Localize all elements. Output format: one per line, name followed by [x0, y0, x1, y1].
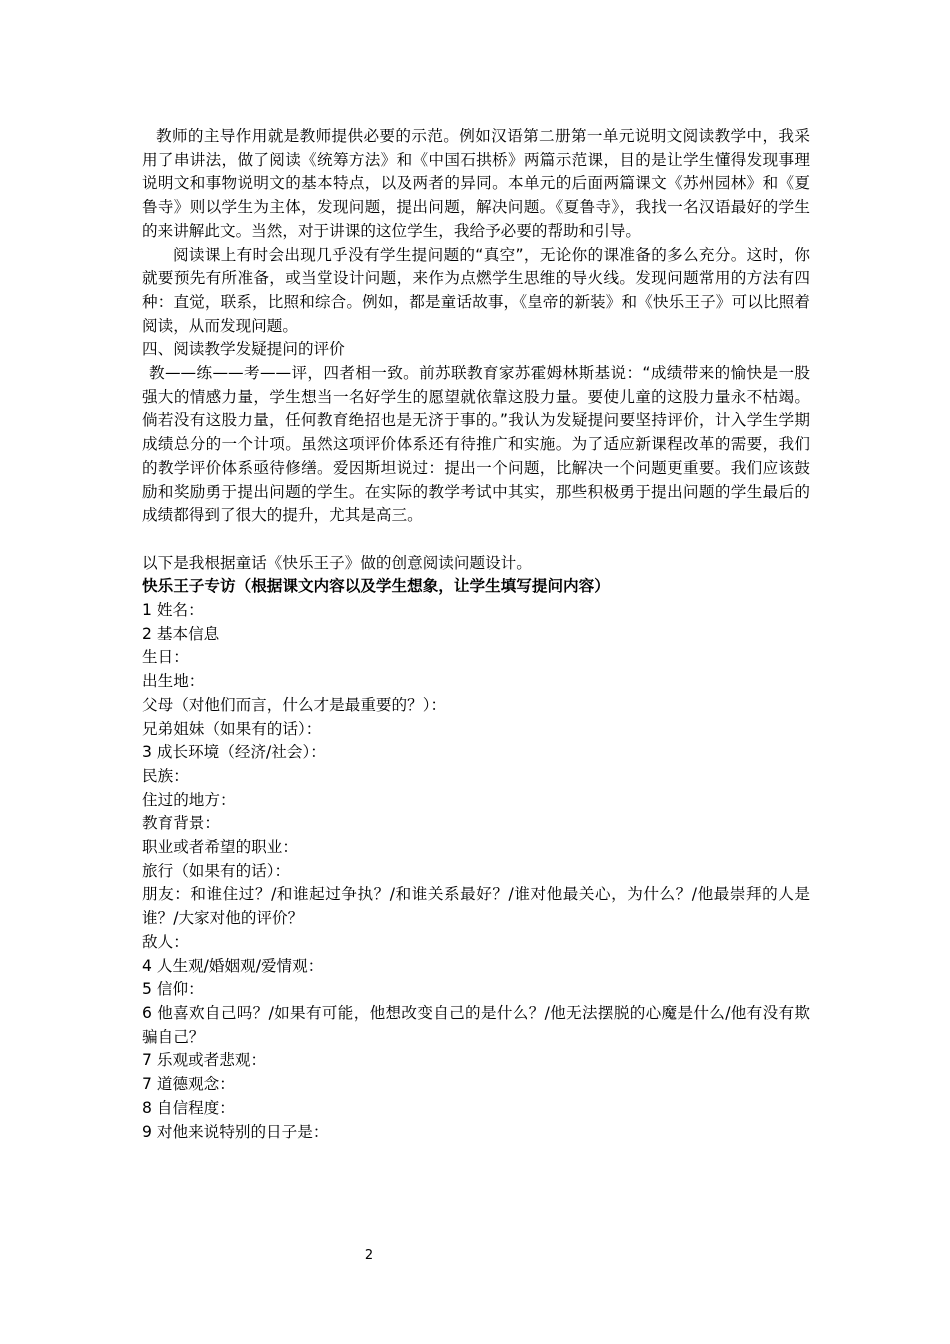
interview-item: 朋友：和谁住过？/和谁起过争执？/和谁关系最好？/谁对他最关心，为什么？/他最崇拜的人是谁？/大家对他的评价？ [142, 885, 811, 928]
interview-item: 职业或者希望的职业： [142, 838, 298, 857]
interview-item: 教育背景： [142, 814, 220, 833]
document-page [142, 125, 810, 1144]
interview-item: 住过的地方： [142, 790, 236, 809]
page-number: 2 [364, 1248, 374, 1263]
interview-item: 7 乐观或者悲观： [142, 1051, 267, 1070]
interview-item: 2 基本信息 [142, 624, 220, 643]
interview-item: 民族： [142, 766, 189, 785]
paragraph-reading-vacuum: 阅读课上有时会出现几乎没有学生提问题的“真空”，无论你的课准备的多么充分。这时，你就要预先有所准备，或当堂设计问题，来作为点燃学生思维的导火线。发现问题常用的方法有四种：直觉，联系，比照和综合。例如，都是童话故事，《皇帝的新装》和《快乐王子》可以比照着阅读，从而发现问题。 [142, 245, 810, 335]
section-heading-4: 四、阅读教学发疑提问的评价 [142, 340, 345, 359]
interview-item: 8 自信程度： [142, 1098, 235, 1117]
interview-item: 4 人生观/婚姻观/爱情观： [142, 956, 324, 975]
interview-item: 6 他喜欢自己吗？/如果有可能，他想改变自己的是什么？/他无法摆脱的心魔是什么/他有没有欺骗自己？ [142, 1004, 810, 1046]
interview-title: 快乐王子专访（根据课文内容以及学生想象，让学生填写提问内容） [142, 577, 610, 596]
interview-item: 5 信仰： [142, 980, 204, 999]
paragraph-evaluation: 教——练——考——评，四者相一致。前苏联教育家苏霍姆林斯基说：“成绩带来的愉快是一股强大的情感力量，学生想当一名好学生的愿望就依靠这股力量。要使儿童的这股力量永不枯竭。倘若没有这股力量，任何教育绝招也是无济于事的。”我认为发疑提问要坚持评价，计入学生学期成绩总分的一个计项。虽然这项评价体系还有待推广和实施。为了适应新课程改革的需要，我们的教学评价体系亟待修缮。爱因斯坦说过：提出一个问题，比解决一个问题更重要。我们应该鼓励和奖励勇于提出问题的学生。在实际的教学考试中其实，那些积极勇于提出问题的学生最后的成绩都得到了很大的提升，尤其是高三。 [142, 364, 810, 525]
interview-item: 生日： [142, 648, 189, 667]
interview-item: 出生地： [142, 672, 205, 691]
interview-item: 3 成长环境（经济/社会）： [142, 743, 326, 762]
interview-item: 父母（对他们而言，什么才是最重要的？）： [142, 695, 447, 714]
interview-item: 1 姓名： [142, 601, 204, 620]
interview-item: 敌人： [142, 932, 189, 951]
interview-item: 7 道德观念： [142, 1075, 235, 1094]
interview-item: 旅行（如果有的话）： [142, 861, 291, 880]
paragraph-teacher-role: 教师的主导作用就是教师提供必要的示范。例如汉语第二册第一单元说明文阅读教学中，我采用了串讲法，做了阅读《统筹方法》和《中国石拱桥》两篇示范课，目的是让学生懂得发现事理说明文和事物说明文的基本特点，以及两者的异同。本单元的后面两篇课文《苏州园林》和《夏鲁寺》则以学生为主体，发现问题，提出问题，解决问题。《夏鲁寺》，我找一名汉语最好的学生的来讲解此文。当然，对于讲课的这位学生，我给予必要的帮助和引导。 [142, 127, 810, 240]
interview-item: 9 对他来说特别的日子是： [142, 1122, 329, 1141]
blank-line [142, 528, 810, 552]
intro-line: 以下是我根据童话《快乐王子》做的创意阅读问题设计。 [142, 553, 532, 572]
interview-item: 兄弟姐妹（如果有的话）： [142, 719, 322, 738]
